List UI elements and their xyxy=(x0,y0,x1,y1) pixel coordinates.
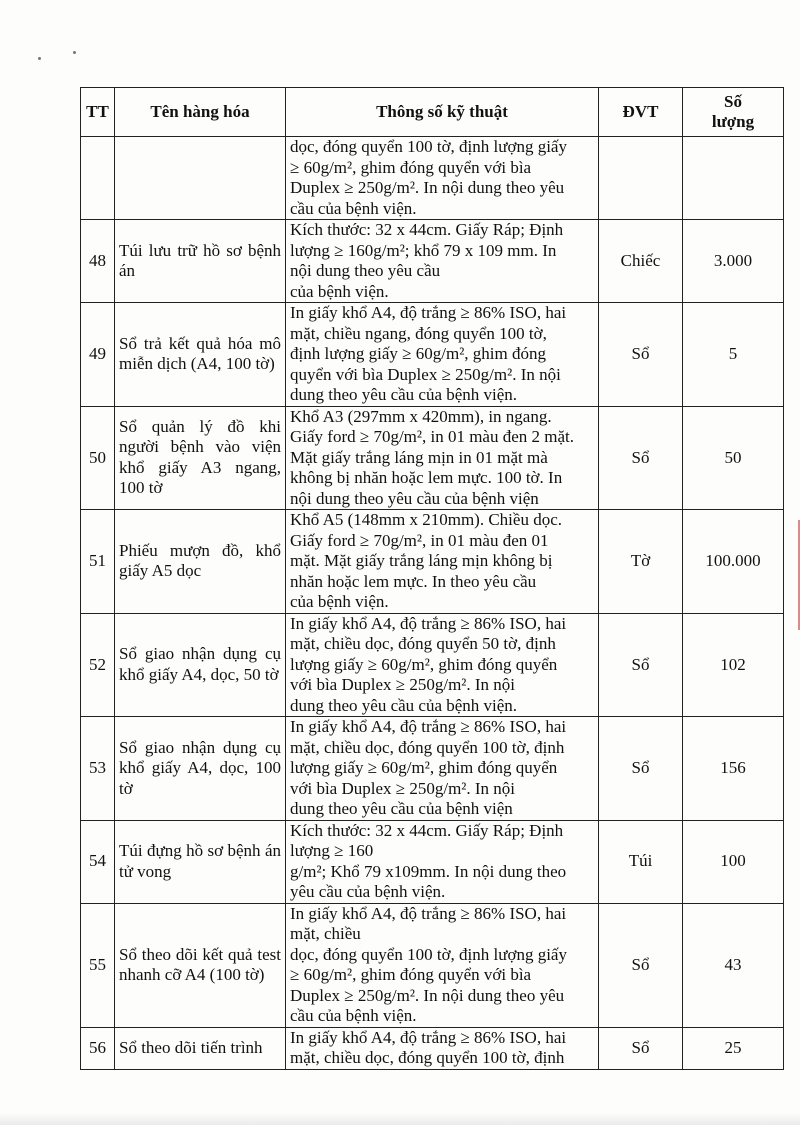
item-name: Phiếu mượn đồ, khổ giấy A5 dọc xyxy=(115,510,286,614)
table-row xyxy=(81,613,784,717)
row-number: 55 xyxy=(81,903,115,1027)
item-name: Túi đựng hồ sơ bệnh án tử vong xyxy=(115,820,286,903)
item-specification xyxy=(286,303,599,407)
item-unit: Sổ xyxy=(599,406,683,510)
header-quantity-line1: Số xyxy=(724,92,742,111)
scan-edge-shadow xyxy=(0,1113,800,1125)
specification-line: nội dung theo yêu cầu xyxy=(290,261,441,280)
specification-table xyxy=(80,87,784,1070)
specification-line: Kích thước: 32 x 44cm. Giấy Ráp; Định xyxy=(290,220,564,239)
specification-line: dung theo yêu cầu của bệnh viện xyxy=(290,799,513,818)
item-specification xyxy=(286,903,599,1027)
table-row xyxy=(81,510,784,614)
table-row xyxy=(81,717,784,821)
item-quantity: 102 xyxy=(683,613,784,717)
header-tt: TT xyxy=(81,88,115,137)
item-quantity: 43 xyxy=(683,903,784,1027)
specification-line: của bệnh viện. xyxy=(290,592,389,611)
specification-line: lượng giấy ≥ 60g/m², ghim đóng quyển xyxy=(290,654,558,674)
item-specification xyxy=(286,220,599,303)
specification-line: mặt, chiều dọc, đóng quyển 50 tờ, định xyxy=(290,634,556,653)
specification-line: dọc, đóng quyển 100 tờ, định lượng giấy xyxy=(290,944,567,964)
specification-line: dung theo yêu cầu của bệnh viện. xyxy=(290,695,518,715)
specification-line: Giấy ford ≥ 70g/m², in 01 màu đen 01 xyxy=(290,530,549,550)
header-item-name: Tên hàng hóa xyxy=(115,88,286,137)
specification-line: dọc, đóng quyển 100 tờ, định lượng giấy xyxy=(290,137,567,156)
item-quantity: 100.000 xyxy=(683,510,784,614)
specification-line: In giấy khổ A4, độ trắng ≥ 86% ISO, hai xyxy=(290,1027,567,1047)
item-unit: Tờ xyxy=(599,510,683,614)
specification-line: lượng giấy ≥ 60g/m², ghim đóng quyển xyxy=(290,758,558,777)
item-name: Sổ giao nhận dụng cụ khổ giấy A4, dọc, 100 tờ xyxy=(115,717,286,821)
specification-line: mặt, chiều xyxy=(290,924,361,943)
specification-line: dung theo yêu cầu của bệnh viện. xyxy=(290,385,518,404)
specification-line: Mặt giấy trắng láng mịn in 01 mặt mà xyxy=(290,447,548,467)
specification-line: quyển với bìa Duplex ≥ 250g/m². In nội xyxy=(290,364,561,384)
row-number: 50 xyxy=(81,406,115,510)
specification-line: In giấy khổ A4, độ trắng ≥ 86% ISO, hai xyxy=(290,717,567,736)
item-name: Sổ theo dõi kết quả test nhanh cỡ A4 (100 tờ) xyxy=(115,903,286,1027)
specification-line: Giấy ford ≥ 70g/m², in 01 màu đen 2 mặt. xyxy=(290,427,575,446)
row-number: 51 xyxy=(81,510,115,614)
table-row xyxy=(81,303,784,407)
row-number: 52 xyxy=(81,613,115,717)
specification-line: Khổ A5 (148mm x 210mm). Chiều dọc. xyxy=(290,510,562,529)
item-name xyxy=(115,137,286,220)
item-specification xyxy=(286,1027,599,1069)
item-specification xyxy=(286,613,599,717)
item-quantity: 156 xyxy=(683,717,784,821)
item-quantity: 100 xyxy=(683,820,784,903)
item-specification xyxy=(286,406,599,510)
table-row xyxy=(81,1027,784,1069)
item-unit: Sổ xyxy=(599,903,683,1027)
specification-line: cầu của bệnh viện. xyxy=(290,198,417,218)
table-header-row xyxy=(81,88,784,137)
specification-line: mặt, chiều dọc, đóng quyển 100 tờ, định xyxy=(290,1048,565,1067)
item-unit: Chiếc xyxy=(599,220,683,303)
table-row xyxy=(81,220,784,303)
specification-line: In giấy khổ A4, độ trắng ≥ 86% ISO, hai xyxy=(290,903,567,923)
specification-line: cầu của bệnh viện. xyxy=(290,1006,417,1025)
specification-line: mặt. Mặt giấy trắng láng mịn không bị xyxy=(290,551,553,570)
item-unit: Túi xyxy=(599,820,683,903)
item-name: Túi lưu trữ hồ sơ bệnh án xyxy=(115,220,286,303)
specification-line: Duplex ≥ 250g/m². In nội dung theo yêu xyxy=(290,178,565,197)
item-name: Sổ quản lý đồ khi người bệnh vào viện khổ giấy A3 ngang, 100 tờ xyxy=(115,406,286,510)
specification-line: lượng ≥ 160 xyxy=(290,841,374,860)
item-name: Sổ theo dõi tiến trình xyxy=(115,1027,286,1069)
item-quantity: 25 xyxy=(683,1027,784,1069)
specification-line: yêu cầu của bệnh viện. xyxy=(290,882,446,901)
item-unit: Sổ xyxy=(599,717,683,821)
table-body xyxy=(81,137,784,1070)
row-number: 56 xyxy=(81,1027,115,1069)
specification-line: nội dung theo yêu cầu của bệnh viện xyxy=(290,488,539,508)
header-unit: ĐVT xyxy=(599,88,683,137)
item-quantity: 3.000 xyxy=(683,220,784,303)
item-specification xyxy=(286,137,599,220)
row-number: 54 xyxy=(81,820,115,903)
specification-line: định lượng giấy ≥ 60g/m², ghim đóng xyxy=(290,344,546,363)
specification-line: Khổ A3 (297mm x 420mm), in ngang. xyxy=(290,406,552,426)
item-unit: Sổ xyxy=(599,303,683,407)
specification-line: nhăn hoặc lem mực. In theo yêu cầu xyxy=(290,571,537,591)
item-specification xyxy=(286,820,599,903)
header-specification: Thông số kỹ thuật xyxy=(286,88,599,137)
specification-line: ≥ 60g/m², ghim đóng quyển với bìa xyxy=(290,157,532,177)
item-quantity: 50 xyxy=(683,406,784,510)
row-number: 53 xyxy=(81,717,115,821)
item-specification xyxy=(286,717,599,821)
specification-line: mặt, chiều dọc, đóng quyển 100 tờ, định xyxy=(290,737,565,757)
specification-line: Kích thước: 32 x 44cm. Giấy Ráp; Định xyxy=(290,820,564,840)
specification-line: lượng ≥ 160g/m²; khổ 79 x 109 mm. In xyxy=(290,240,557,260)
item-unit: Sổ xyxy=(599,1027,683,1069)
specification-line: In giấy khổ A4, độ trắng ≥ 86% ISO, hai xyxy=(290,613,567,633)
row-number: 49 xyxy=(81,303,115,407)
header-quantity-line2: lượng xyxy=(711,112,755,131)
row-number xyxy=(81,137,115,220)
item-specification xyxy=(286,510,599,614)
item-quantity: 5 xyxy=(683,303,784,407)
table-row xyxy=(81,820,784,903)
table-row xyxy=(81,903,784,1027)
scan-speck xyxy=(38,57,41,60)
specification-line: g/m²; Khổ 79 x109mm. In nội dung theo xyxy=(290,861,567,881)
specification-line: với bìa Duplex ≥ 250g/m². In nội xyxy=(290,778,516,798)
specification-line: của bệnh viện. xyxy=(290,281,389,301)
stamp-fragment xyxy=(784,520,800,630)
item-unit xyxy=(599,137,683,220)
specification-line: In giấy khổ A4, độ trắng ≥ 86% ISO, hai xyxy=(290,303,567,322)
item-name: Sổ giao nhận dụng cụ khổ giấy A4, dọc, 50 tờ xyxy=(115,613,286,717)
item-unit: Sổ xyxy=(599,613,683,717)
scan-speck xyxy=(73,51,76,54)
specification-line: không bị nhăn hoặc lem mực. 100 tờ. In xyxy=(290,468,563,487)
specification-line: Duplex ≥ 250g/m². In nội dung theo yêu xyxy=(290,985,565,1005)
table-row xyxy=(81,406,784,510)
specification-line: mặt, chiều ngang, đóng quyển 100 tờ, xyxy=(290,323,547,343)
specification-line: ≥ 60g/m², ghim đóng quyển với bìa xyxy=(290,965,532,984)
header-quantity xyxy=(683,88,784,137)
table-row xyxy=(81,137,784,220)
item-name: Sổ trả kết quả hóa mô miễn dịch (A4, 100 tờ) xyxy=(115,303,286,407)
item-quantity xyxy=(683,137,784,220)
specification-line: với bìa Duplex ≥ 250g/m². In nội xyxy=(290,675,516,694)
row-number: 48 xyxy=(81,220,115,303)
